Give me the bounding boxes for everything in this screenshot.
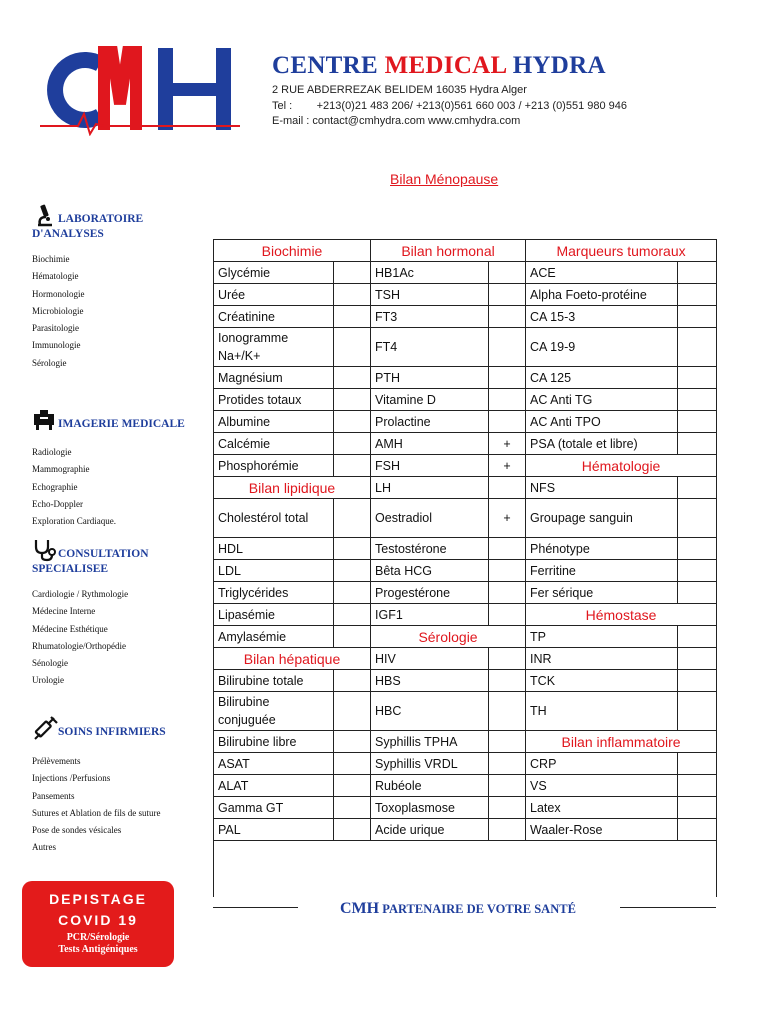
sidebar-section-title-line2: D'ANALYSES	[32, 228, 104, 240]
table-row	[214, 670, 717, 692]
footer-rule	[620, 907, 716, 908]
table-cell: Ferritine	[526, 560, 678, 582]
column-header: Marqueurs tumoraux	[526, 240, 717, 262]
sidebar-item: Médecine Interne	[32, 606, 96, 617]
table-cell: LDL	[214, 560, 334, 582]
sidebar-item: Prélèvements	[32, 756, 81, 766]
table-cell: NFS	[526, 477, 678, 499]
table-cell: AC Anti TPO	[526, 411, 678, 433]
sidebar-item: Exploration Cardiaque.	[32, 516, 116, 527]
table-row	[214, 692, 717, 731]
table-cell	[334, 499, 371, 538]
table-cell: Urée	[214, 284, 334, 306]
covid-line3: PCR/Sérologie	[66, 932, 130, 943]
table-cell	[678, 389, 717, 411]
table-cell: Amylasémie	[214, 626, 334, 648]
table-empty-row	[214, 841, 717, 898]
sidebar-item: Pose de sondes vésicales	[32, 825, 122, 836]
table-cell	[678, 670, 717, 692]
table-cell: Waaler-Rose	[526, 819, 678, 841]
table-cell: AMH	[371, 433, 489, 455]
sidebar-item: Urologie	[32, 675, 64, 686]
table-row	[214, 284, 717, 306]
table-cell: TP	[526, 626, 678, 648]
sidebar-item: Cardiologie / Rythmologie	[32, 589, 129, 599]
sidebar-item: Sutures et Ablation de fils de suture	[32, 807, 161, 818]
table-row	[214, 367, 717, 389]
table-cell: HDL	[214, 538, 334, 560]
table-cell	[489, 284, 526, 306]
sidebar-item: Autres	[32, 842, 56, 853]
section-header-cell: Bilan hépatique	[214, 648, 371, 670]
sidebar-item: Sénologie	[32, 658, 68, 669]
table-cell	[334, 692, 371, 731]
sidebar-section-title: CONSULTATION	[58, 548, 149, 560]
table-cell	[678, 753, 717, 775]
table-cell: Bilirubine totale	[214, 670, 334, 692]
table-cell: Syphillis VRDL	[371, 753, 489, 775]
table-cell	[489, 538, 526, 560]
table-row	[214, 455, 717, 477]
cmh-logo	[40, 44, 240, 136]
sidebar-item: Echographie	[32, 481, 78, 492]
table-cell	[334, 819, 371, 841]
table-row	[214, 819, 717, 841]
column-header: Bilan hormonal	[371, 240, 526, 262]
table-cell: Fer sérique	[526, 582, 678, 604]
table-cell	[334, 262, 371, 284]
analysis-table	[213, 239, 717, 897]
section-header-cell: Sérologie	[371, 626, 526, 648]
table-cell	[489, 731, 526, 753]
table-cell	[678, 582, 717, 604]
covid-screening-box	[22, 881, 174, 967]
table-empty-cell	[214, 841, 717, 898]
table-cell: Phosphorémie	[214, 455, 334, 477]
table-cell: +	[489, 499, 526, 538]
table-cell: Protides totaux	[214, 389, 334, 411]
sidebar-section-title-line2: SPECIALISEE	[32, 563, 109, 575]
table-cell: VS	[526, 775, 678, 797]
table-cell	[678, 328, 717, 367]
clinic-email[interactable]: E-mail : contact@cmhydra.com www.cmhydra.com	[272, 115, 521, 127]
table-cell: Triglycérides	[214, 582, 334, 604]
table-row	[214, 753, 717, 775]
stethoscope-icon	[32, 538, 58, 562]
covid-line2: COVID 19	[58, 912, 138, 928]
table-row	[214, 306, 717, 328]
table-cell: +	[489, 455, 526, 477]
covid-line1: DEPISTAGE	[49, 891, 147, 907]
table-cell	[334, 582, 371, 604]
table-cell: Prolactine	[371, 411, 489, 433]
table-cell: CA 19-9	[526, 328, 678, 367]
table-cell: PSA (totale et libre)	[526, 433, 678, 455]
table-row	[214, 797, 717, 819]
table-row	[214, 389, 717, 411]
table-cell	[334, 306, 371, 328]
table-cell	[678, 775, 717, 797]
table-cell	[334, 367, 371, 389]
sidebar-section-title: IMAGERIE MEDICALE	[58, 418, 185, 430]
table-cell	[334, 455, 371, 477]
table-cell	[334, 411, 371, 433]
table-cell: TH	[526, 692, 678, 731]
sidebar-item: Injections /Perfusions	[32, 773, 111, 784]
table-cell	[334, 560, 371, 582]
table-row	[214, 433, 717, 455]
table-cell: LH	[371, 477, 489, 499]
table-cell: Magnésium	[214, 367, 334, 389]
sidebar-item: Microbiologie	[32, 305, 84, 316]
table-cell	[334, 797, 371, 819]
table-row	[214, 582, 717, 604]
table-cell	[489, 775, 526, 797]
table-cell	[334, 284, 371, 306]
table-cell	[678, 499, 717, 538]
table-cell	[489, 389, 526, 411]
table-cell	[334, 538, 371, 560]
table-cell	[678, 560, 717, 582]
table-cell	[334, 604, 371, 626]
clinic-name-part2: MEDICAL	[384, 52, 507, 79]
table-cell	[678, 797, 717, 819]
table-cell	[489, 753, 526, 775]
sidebar-item: Hormonologie	[32, 288, 85, 299]
table-cell	[489, 477, 526, 499]
clinic-name-part3: HYDRA	[512, 52, 606, 79]
table-cell	[678, 262, 717, 284]
section-header-cell: Bilan lipidique	[214, 477, 371, 499]
table-row	[214, 731, 717, 753]
table-cell: Bilirubine conjuguée	[214, 692, 334, 731]
table-cell	[489, 411, 526, 433]
sidebar-item: Biochimie	[32, 254, 70, 264]
table-cell: HB1Ac	[371, 262, 489, 284]
sidebar-item: Radiologie	[32, 447, 72, 457]
table-cell	[678, 433, 717, 455]
clinic-phone: Tel : +213(0)21 483 206/ +213(0)561 660 003 / +213 (0)551 980 946	[272, 100, 628, 112]
table-row	[214, 775, 717, 797]
section-header-cell: Hémostase	[526, 604, 717, 626]
table-row	[214, 477, 717, 499]
table-cell: ACE	[526, 262, 678, 284]
table-cell: Vitamine D	[371, 389, 489, 411]
covid-line4: Tests Antigéniques	[58, 944, 138, 955]
sidebar-section-laboratoire	[32, 203, 202, 372]
table-cell	[678, 477, 717, 499]
table-cell: Alpha Foeto-protéine	[526, 284, 678, 306]
table-cell: Progestérone	[371, 582, 489, 604]
table-cell	[678, 538, 717, 560]
table-cell: ASAT	[214, 753, 334, 775]
table-cell: Groupage sanguin	[526, 499, 678, 538]
sidebar-item: Mammographie	[32, 464, 90, 475]
sidebar-section-consultation	[32, 538, 202, 690]
table-cell: +	[489, 433, 526, 455]
clinic-address: 2 RUE ABDERREZAK BELIDEM 16035 Hydra Alger	[272, 84, 527, 96]
table-cell	[489, 367, 526, 389]
table-cell: Latex	[526, 797, 678, 819]
table-cell	[678, 411, 717, 433]
table-cell: CA 15-3	[526, 306, 678, 328]
sidebar-item: Pansements	[32, 790, 75, 801]
table-cell: CA 125	[526, 367, 678, 389]
table-cell: Phénotype	[526, 538, 678, 560]
table-header-row	[214, 240, 717, 262]
table-cell: FT4	[371, 328, 489, 367]
table-cell	[489, 604, 526, 626]
table-cell	[334, 753, 371, 775]
imaging-icon	[32, 408, 58, 432]
sidebar-item: Sérologie	[32, 357, 67, 368]
table-cell	[678, 306, 717, 328]
table-cell: Acide urique	[371, 819, 489, 841]
section-header-cell: Bilan inflammatoire	[526, 731, 717, 753]
sidebar-item: Rhumatologie/Orthopédie	[32, 640, 126, 651]
table-row	[214, 648, 717, 670]
table-cell: PTH	[371, 367, 489, 389]
microscope-icon	[32, 203, 58, 227]
table-cell: Testostérone	[371, 538, 489, 560]
clinic-name-part1: CENTRE	[272, 52, 378, 79]
sidebar-section-title: SOINS INFIRMIERS	[58, 726, 166, 738]
table-cell	[489, 262, 526, 284]
table-cell	[334, 626, 371, 648]
table-cell	[334, 731, 371, 753]
sidebar-item: Immunologie	[32, 340, 81, 351]
sidebar-section-imagerie	[32, 408, 202, 530]
table-cell: IGF1	[371, 604, 489, 626]
table-cell: Albumine	[214, 411, 334, 433]
sidebar-item: Médecine Esthétique	[32, 623, 108, 634]
table-cell	[489, 306, 526, 328]
table-cell: FT3	[371, 306, 489, 328]
table-cell: Toxoplasmose	[371, 797, 489, 819]
table-cell: ALAT	[214, 775, 334, 797]
table-row	[214, 499, 717, 538]
table-row	[214, 328, 717, 367]
table-cell: Cholestérol total	[214, 499, 334, 538]
table-cell	[489, 797, 526, 819]
table-row	[214, 538, 717, 560]
table-row	[214, 262, 717, 284]
table-cell: Bêta HCG	[371, 560, 489, 582]
table-cell	[678, 819, 717, 841]
table-cell: FSH	[371, 455, 489, 477]
table-row	[214, 626, 717, 648]
sidebar-item: Echo-Doppler	[32, 498, 83, 509]
section-header-cell: Hématologie	[526, 455, 717, 477]
sidebar-section-soins	[32, 716, 202, 857]
table-cell: HIV	[371, 648, 489, 670]
table-cell: PAL	[214, 819, 334, 841]
table-cell	[334, 328, 371, 367]
footer-tagline	[337, 900, 579, 918]
table-cell	[678, 284, 717, 306]
sidebar-item: Hématologie	[32, 271, 79, 282]
table-cell: Lipasémie	[214, 604, 334, 626]
table-cell	[489, 582, 526, 604]
table-row	[214, 560, 717, 582]
table-cell: Oestradiol	[371, 499, 489, 538]
table-cell	[334, 389, 371, 411]
table-cell: HBC	[371, 692, 489, 731]
table-cell	[489, 328, 526, 367]
sidebar-section-title: LABORATOIRE	[58, 213, 144, 225]
syringe-icon	[32, 716, 58, 740]
footer-tagline-text: PARTENAIRE DE VOTRE SANTÉ	[382, 902, 576, 916]
footer-brand: CMH	[340, 900, 380, 917]
table-cell: Rubéole	[371, 775, 489, 797]
clinic-name	[272, 52, 606, 80]
table-cell	[334, 775, 371, 797]
table-cell	[678, 367, 717, 389]
table-cell	[489, 560, 526, 582]
sidebar-item: Parasitologie	[32, 323, 79, 334]
table-cell: Gamma GT	[214, 797, 334, 819]
footer-rule	[213, 907, 298, 908]
table-cell: TCK	[526, 670, 678, 692]
table-cell	[334, 670, 371, 692]
table-row	[214, 604, 717, 626]
table-cell	[489, 819, 526, 841]
table-cell	[489, 670, 526, 692]
table-cell: Syphillis TPHA	[371, 731, 489, 753]
table-cell	[489, 648, 526, 670]
table-cell: Créatinine	[214, 306, 334, 328]
table-cell	[678, 648, 717, 670]
page-title: Bilan Ménopause	[390, 171, 499, 187]
table-cell: Bilirubine libre	[214, 731, 334, 753]
table-cell: Calcémie	[214, 433, 334, 455]
table-cell: INR	[526, 648, 678, 670]
table-cell	[678, 626, 717, 648]
table-cell	[334, 433, 371, 455]
table-row	[214, 411, 717, 433]
table-cell: CRP	[526, 753, 678, 775]
table-cell	[678, 692, 717, 731]
table-cell: Glycémie	[214, 262, 334, 284]
table-cell: TSH	[371, 284, 489, 306]
table-cell: HBS	[371, 670, 489, 692]
table-cell: AC Anti TG	[526, 389, 678, 411]
table-cell: Ionogramme Na+/K+	[214, 328, 334, 367]
column-header: Biochimie	[214, 240, 371, 262]
table-cell	[489, 692, 526, 731]
